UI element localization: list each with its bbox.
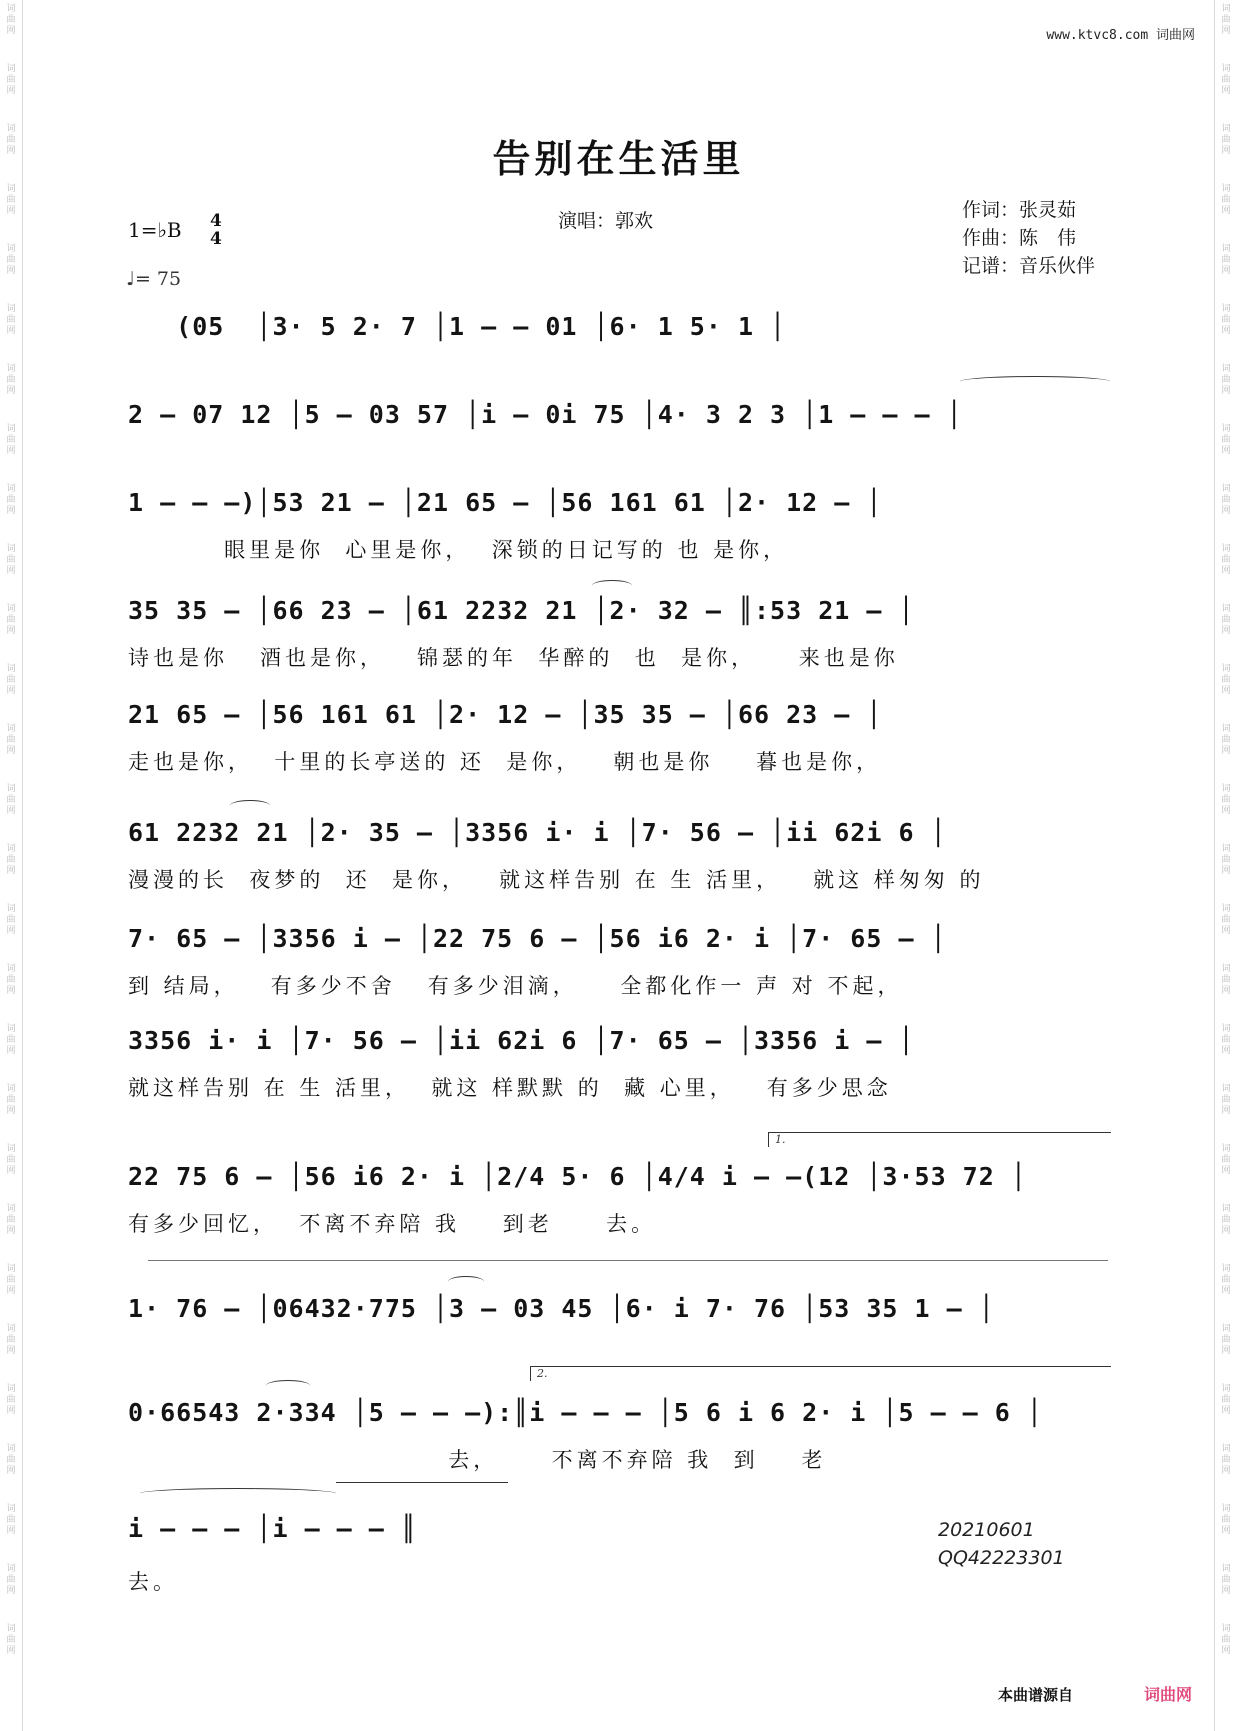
watermark-glyph: 词 曲 网: [6, 304, 16, 336]
tie-mark: [140, 1488, 336, 1499]
watermark-glyph: 词 曲 网: [1221, 844, 1231, 876]
time-bottom: 4: [210, 229, 222, 249]
watermark-glyph: 词 曲 网: [1221, 1444, 1231, 1476]
watermark-glyph: 词 曲 网: [6, 244, 16, 276]
credits-block: [962, 196, 1095, 280]
watermark-glyph: 词 曲 网: [6, 64, 16, 96]
watermark-right: [1214, 0, 1237, 1731]
notation-row: 1 – – –)│53 21 – │21 65 – │56 161 61 │2· 12 – │: [128, 488, 883, 517]
watermark-glyph: 词 曲 网: [1221, 1564, 1231, 1596]
transcriber-qq: QQ42223301: [938, 1547, 1065, 1569]
watermark-glyph: 词 曲 网: [6, 1324, 16, 1356]
lyric-line: 漫漫的长 夜梦的 还 是你， 就这样告别 在 生 活里， 就这 样匆匆 的: [128, 868, 985, 892]
watermark-glyph: 词 曲 网: [1221, 544, 1231, 576]
watermark-glyph: 词 曲 网: [6, 1444, 16, 1476]
watermark-glyph: 词 曲 网: [1221, 304, 1231, 336]
tie-mark: [266, 1380, 310, 1391]
lyric-line: 诗也是你 酒也是你， 锦瑟的年 华醉的 也 是你， 来也是你: [128, 646, 899, 670]
lyric-line: 走也是你， 十里的长亭送的 还 是你， 朝也是你 暮也是你，: [128, 750, 882, 774]
watermark-glyph: 词 曲 网: [1221, 1624, 1231, 1656]
watermark-glyph: 词 曲 网: [6, 784, 16, 816]
volta-second: [530, 1366, 1111, 1381]
tie-mark: [592, 580, 632, 591]
notation-row: 0·66543 2·334 │5 – – –):║i – – – │5 6 i 6 2· i │5 – – 6 │: [128, 1398, 1043, 1427]
notation-row: (05 │3· 5 2· 7 │1 – – 01 │6· 1 5· 1 │: [128, 312, 787, 341]
watermark-glyph: 词 曲 网: [1221, 604, 1231, 636]
watermark-glyph: 词 曲 网: [1221, 964, 1231, 996]
notation-row: 2 – 07 12 │5 – 03 57 │i – 0i 75 │4· 3 2 3 │1 – – – │: [128, 400, 963, 429]
key-signature: 1=♭B: [128, 218, 182, 242]
watermark-glyph: 词 曲 网: [6, 964, 16, 996]
watermark-left: [0, 0, 23, 1731]
source-note: 本曲谱源自: [998, 1686, 1074, 1704]
watermark-glyph: 词 曲 网: [6, 1084, 16, 1116]
watermark-glyph: 词 曲 网: [6, 484, 16, 516]
watermark-glyph: 词 曲 网: [1221, 1264, 1231, 1296]
watermark-glyph: 词 曲 网: [1221, 784, 1231, 816]
watermark-glyph: 词 曲 网: [1221, 904, 1231, 936]
watermark-glyph: 词 曲 网: [1221, 64, 1231, 96]
tie-mark: [448, 1276, 484, 1287]
notation-row: 35 35 – │66 23 – │61 2232 21 │2· 32 – ║:53 21 – │: [128, 596, 915, 625]
notation-row: 7· 65 – │3356 i – │22 75 6 – │56 i6 2· i │7· 65 – │: [128, 924, 947, 953]
watermark-glyph: 词 曲 网: [6, 904, 16, 936]
watermark-glyph: 词 曲 网: [6, 604, 16, 636]
composer-credit: 作曲：陈 伟: [962, 227, 1077, 249]
tie-mark: [960, 376, 1110, 387]
watermark-glyph: 词 曲 网: [6, 1264, 16, 1296]
watermark-glyph: 词 曲 网: [1221, 724, 1231, 756]
song-title: 告别在生活里: [492, 136, 745, 181]
notation-row: i – – – │i – – – ║: [128, 1514, 417, 1543]
final-tie-line: [336, 1482, 508, 1483]
watermark-glyph: 词 曲 网: [6, 364, 16, 396]
watermark-glyph: 词 曲 网: [6, 124, 16, 156]
volta-second-label: 2.: [537, 1367, 548, 1380]
watermark-glyph: 词 曲 网: [6, 844, 16, 876]
lyric-line: 有多少回忆， 不离不弃陪 我 到老 去。: [128, 1212, 657, 1236]
lyric-line: 去。: [128, 1570, 178, 1594]
watermark-glyph: 词 曲 网: [1221, 1204, 1231, 1236]
transcription-date: 20210601: [938, 1519, 1035, 1541]
lyricist-credit: 作词：张灵茹: [962, 199, 1077, 221]
lyric-line: 就这样告别 在 生 活里， 就这 样默默 的 藏 心里， 有多少思念: [128, 1076, 892, 1100]
watermark-glyph: 词 曲 网: [1221, 4, 1231, 36]
watermark-glyph: 词 曲 网: [1221, 1324, 1231, 1356]
lyric-line: 去， 不离不弃陪 我 到 老: [128, 1448, 827, 1472]
watermark-glyph: 词 曲 网: [6, 1144, 16, 1176]
watermark-glyph: 词 曲 网: [1221, 364, 1231, 396]
watermark-glyph: 词 曲 网: [1221, 664, 1231, 696]
watermark-glyph: 词 曲 网: [1221, 1384, 1231, 1416]
lyric-line: 眼里是你 心里是你， 深锁的日记写的 也 是你，: [128, 538, 789, 562]
source-brand-link[interactable]: 词曲网: [1144, 1685, 1193, 1704]
volta-first-label: 1.: [775, 1133, 786, 1146]
watermark-glyph: 词 曲 网: [1221, 184, 1231, 216]
watermark-glyph: 词 曲 网: [1221, 424, 1231, 456]
transcription-info: [938, 1516, 1065, 1572]
watermark-glyph: 词 曲 网: [1221, 1504, 1231, 1536]
watermark-glyph: 词 曲 网: [6, 544, 16, 576]
watermark-glyph: 词 曲 网: [6, 1024, 16, 1056]
notation-row: 22 75 6 – │56 i6 2· i │2/4 5· 6 │4/4 i – –(12 │3·53 72 │: [128, 1162, 1027, 1191]
watermark-glyph: 词 曲 网: [6, 1504, 16, 1536]
lyric-line: 到 结局， 有多少不舍 有多少泪滴， 全都化作一 声 对 不起，: [128, 974, 903, 998]
notation-row: 3356 i· i │7· 56 – │ii 62i 6 │7· 65 – │3356 i – │: [128, 1026, 915, 1055]
watermark-glyph: 词 曲 网: [6, 724, 16, 756]
notation-row: 61 2232 21 │2· 35 – │3356 i· i │7· 56 – │ii 62i 6 │: [128, 818, 947, 847]
watermark-glyph: 词 曲 网: [1221, 244, 1231, 276]
watermark-glyph: 词 曲 网: [6, 1384, 16, 1416]
transcriber-credit: 记谱：音乐伙伴: [962, 255, 1096, 277]
volta-first: [768, 1132, 1111, 1147]
volta-continuation-line: [148, 1260, 1108, 1261]
watermark-glyph: 词 曲 网: [1221, 1144, 1231, 1176]
site-header: www.ktvc8.com 词曲网: [1046, 28, 1195, 43]
watermark-glyph: 词 曲 网: [6, 1624, 16, 1656]
watermark-glyph: 词 曲 网: [1221, 1024, 1231, 1056]
watermark-glyph: 词 曲 网: [1221, 124, 1231, 156]
watermark-glyph: 词 曲 网: [1221, 1084, 1231, 1116]
notation-row: 1· 76 – │06432·775 │3 – 03 45 │6· i 7· 76 │53 35 1 – │: [128, 1294, 995, 1323]
time-signature: [210, 212, 222, 248]
watermark-glyph: 词 曲 网: [6, 1564, 16, 1596]
watermark-glyph: 词 曲 网: [6, 1204, 16, 1236]
singer-credit: 演唱：郭欢: [558, 210, 654, 232]
notation-row: 21 65 – │56 161 61 │2· 12 – │35 35 – │66 23 – │: [128, 700, 883, 729]
watermark-glyph: 词 曲 网: [6, 664, 16, 696]
watermark-glyph: 词 曲 网: [1221, 484, 1231, 516]
tempo-marking: ♩= 75: [126, 268, 182, 290]
watermark-glyph: 词 曲 网: [6, 424, 16, 456]
watermark-glyph: 词 曲 网: [6, 184, 16, 216]
time-top: 4: [210, 211, 222, 231]
tie-mark: [230, 800, 270, 811]
watermark-glyph: 词 曲 网: [6, 4, 16, 36]
